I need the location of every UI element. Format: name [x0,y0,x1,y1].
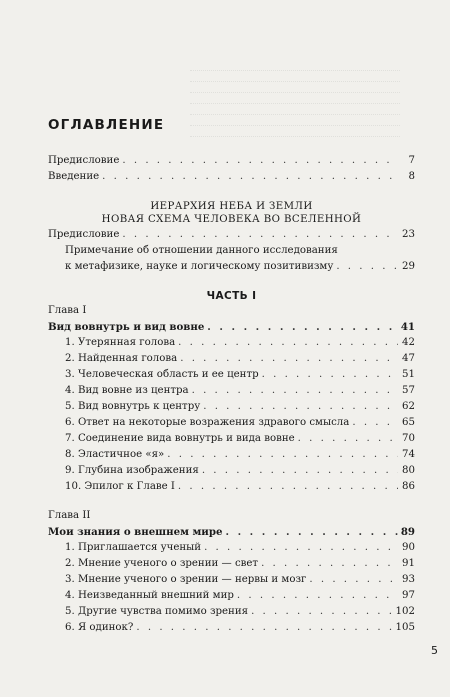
entry-title: 9. Глубина изображения [65,465,199,476]
entry-page: 7 [408,155,415,166]
book-title: ИЕРАРХИЯ НЕБА И ЗЕМЛИ [150,201,313,212]
entry-title: 1. Приглашается ученый [65,542,202,553]
leader-dots [203,401,398,412]
entry-title: 6. Я одинок? [65,622,134,633]
entry-page: 91 [402,558,415,569]
book-subtitle: НОВАЯ СХЕМА ЧЕЛОВЕКА ВО ВСЕЛЕННОЙ [101,214,362,225]
leader-dots [336,261,398,272]
entry-title: 2. Мнение ученого о зрении — свет [65,558,259,569]
entry-page: 8 [408,171,415,182]
entry-page: 23 [402,229,415,240]
entry-title: 3. Человеческая область и ее центр [65,369,259,380]
part-heading: ЧАСТЬ I [206,290,257,302]
toc-entry-section[interactable] [65,449,415,460]
entry-title: Предисловие [48,229,120,240]
leader-dots [136,622,392,633]
entry-title: Введение [48,171,100,182]
entry-page: 102 [395,606,415,617]
entry-page: 70 [402,433,415,444]
page-number: 5 [431,644,438,657]
entry-title: Предисловие [48,155,120,166]
toc-entry-front-preface[interactable] [48,155,415,166]
chapter-1-label: Глава I [48,305,87,316]
toc-entry-section[interactable] [65,558,415,569]
entry-page: 93 [402,574,415,585]
entry-page: 90 [402,542,415,553]
entry-page: 105 [395,622,415,633]
toc-entry-section[interactable] [65,542,415,553]
entry-title: 8. Эластичное «я» [65,449,165,460]
toc-entry-section[interactable] [65,465,415,476]
entry-title: 4. Неизведанный внешний мир [65,590,234,601]
toc-entry-section[interactable] [65,481,415,492]
toc-entry-section[interactable] [65,433,415,444]
leader-dots [225,526,397,538]
entry-page: 41 [400,321,415,333]
entry-page: 86 [402,481,415,492]
leader-dots [178,337,398,348]
entry-title: 5. Вид вовнутрь к центру [65,401,201,412]
entry-page: 65 [402,417,415,428]
entry-page: 51 [402,369,415,380]
entry-title: к метафизике, науке и логическому позитивизму [65,261,334,272]
leader-dots [102,171,398,182]
toc-heading: ОГЛАВЛЕНИЕ [48,117,165,133]
toc-entry-section[interactable] [65,606,415,617]
leader-dots [204,542,398,553]
entry-title: 5. Другие чувства помимо зрения [65,606,249,617]
leader-dots [309,574,398,585]
leader-dots [262,369,398,380]
leader-dots [251,606,392,617]
toc-entry-section[interactable] [65,385,415,396]
toc-entry-section[interactable] [65,353,415,364]
leader-dots [178,481,398,492]
entry-title: 3. Мнение ученого о зрении — нервы и мозг [65,574,307,585]
toc-entry-section[interactable] [65,622,415,633]
entry-title: Вид вовнутрь и вид вовне [48,321,205,333]
entry-title: 4. Вид вовне из центра [65,385,189,396]
entry-page: 29 [402,261,415,272]
entry-title: Мои знания о внешнем мире [48,526,223,538]
entry-page: 62 [402,401,415,412]
toc-entry-section[interactable] [65,574,415,585]
toc-entry-section[interactable] [65,401,415,412]
entry-title: 1. Утерянная голова [65,337,176,348]
entry-title: 10. Эпилог к Главе I [65,481,175,492]
entry-page: 80 [402,465,415,476]
leader-dots [237,590,398,601]
entry-page: 57 [402,385,415,396]
leader-dots [122,229,398,240]
leader-dots [202,465,398,476]
toc-entry-chapter-2[interactable] [48,526,415,538]
toc-entry-front-intro[interactable] [48,171,415,182]
leader-dots [192,385,398,396]
toc-entry-note[interactable] [65,261,415,272]
entry-page: 97 [402,590,415,601]
entry-title: 7. Соединение вида вовнутрь и вида вовне [65,433,295,444]
note-line-1[interactable]: Примечание об отношении данного исследования [65,245,338,256]
entry-page: 74 [402,449,415,460]
leader-dots [180,353,398,364]
leader-dots [352,417,398,428]
entry-page: 42 [402,337,415,348]
chapter-2-label: Глава II [48,510,91,521]
toc-entry-section[interactable] [65,337,415,348]
entry-page: 89 [400,526,415,538]
entry-title: 2. Найденная голова [65,353,178,364]
leader-dots [167,449,398,460]
leader-dots [298,433,398,444]
toc-entry-section[interactable] [65,417,415,428]
toc-entry-section[interactable] [65,590,415,601]
entry-page: 47 [402,353,415,364]
leader-dots [207,321,398,333]
leader-dots [122,155,398,166]
entry-title: 6. Ответ на некоторые возражения здравого смысла [65,417,350,428]
leader-dots [261,558,398,569]
toc-entry-chapter-1[interactable] [48,321,415,333]
toc-entry-section[interactable] [65,369,415,380]
show-through-ghost-text [190,62,400,162]
toc-entry-preface[interactable] [48,229,415,240]
